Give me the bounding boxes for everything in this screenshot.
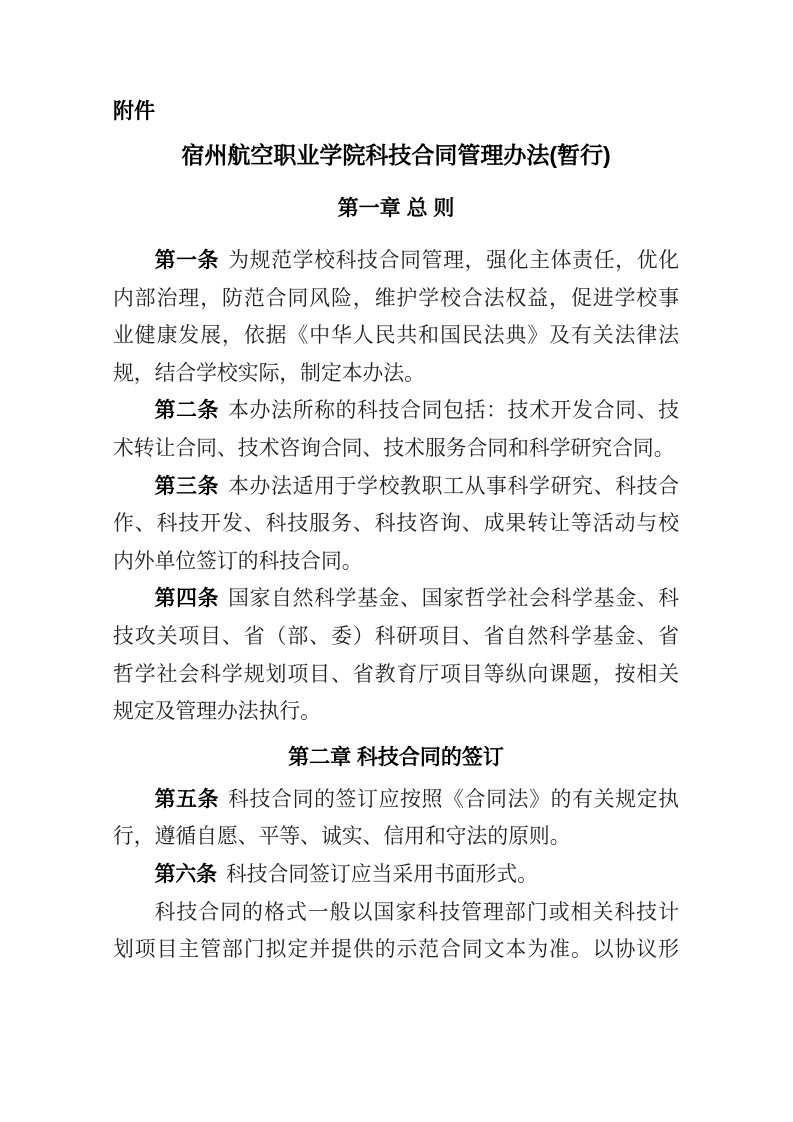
text-line: 内外单位签订的科技合同。 <box>113 549 363 573</box>
text-line: 划项目主管部门拟定并提供的示范合同文本为准。以协议形 <box>113 938 679 962</box>
article-4-number: 第四条 <box>154 587 220 611</box>
article-6-paragraph <box>113 856 679 894</box>
article-6-number: 第六条 <box>154 862 217 886</box>
text-segment: 本办法所称的科技合同包括：技术开发合同、技 <box>228 399 679 423</box>
text-line: 科技合同的格式一般以国家科技管理部门或相关科技计 <box>154 900 679 924</box>
text-line: 技攻关项目、省（部、委）科研项目、省自然科学基金、省 <box>113 624 679 648</box>
text-line <box>113 242 679 280</box>
text-segment: 科技合同的签订应按照《合同法》的有关规定执 <box>228 787 679 811</box>
text-segment: 本办法适用于学校教职工从事科学研究、科技合 <box>228 474 679 498</box>
text-line: 哲学社会科学规划项目、省教育厅项目等纵向课题，按相关 <box>113 662 679 686</box>
text-segment: 为规范学校科技合同管理，强化主体责任，优化 <box>228 249 679 272</box>
text-line <box>113 856 679 894</box>
document-title: 宿州航空职业学院科技合同管理办法(暂行) <box>181 142 611 168</box>
article-2-number: 第二条 <box>154 399 220 423</box>
chapter-2-heading: 第二章 科技合同的签订 <box>288 745 504 769</box>
article-1-number: 第一条 <box>154 249 220 272</box>
article-5-paragraph <box>113 781 679 856</box>
text-segment: 国家自然科学基金、国家哲学社会科学基金、科 <box>228 587 679 611</box>
article-1-paragraph <box>113 242 679 392</box>
chapter-1-heading: 第一章 总 则 <box>337 197 455 220</box>
text-line: 业健康发展，依据《中华人民共和国民法典》及有关法律法 <box>113 324 679 348</box>
article-3-paragraph <box>113 468 679 581</box>
article-5-number: 第五条 <box>154 787 220 811</box>
text-line <box>113 468 679 506</box>
document-content <box>113 0 679 969</box>
attachment-label: 附件 <box>113 100 155 123</box>
text-line: 内部治理，防范合同风险，维护学校合法权益，促进学校事 <box>113 286 679 310</box>
article-3-number: 第三条 <box>154 474 220 498</box>
text-line <box>113 392 679 430</box>
text-line: 术转让合同、技术咨询合同、技术服务合同和科学研究合同。 <box>113 436 675 460</box>
article-2-paragraph <box>113 392 679 467</box>
article-6-continuation-paragraph <box>113 894 679 969</box>
text-line: 作、科技开发、科技服务、科技咨询、成果转让等活动与校 <box>113 512 679 536</box>
text-line: 规，结合学校实际，制定本办法。 <box>113 361 425 385</box>
article-4-paragraph <box>113 580 679 730</box>
text-line: 行，遵循自愿、平等、诚实、信用和守法的原则。 <box>113 825 571 849</box>
text-line <box>113 781 679 819</box>
text-segment: 科技合同签订应当采用书面形式。 <box>225 862 538 886</box>
text-line: 规定及管理办法执行。 <box>113 700 321 724</box>
text-line <box>113 580 679 618</box>
